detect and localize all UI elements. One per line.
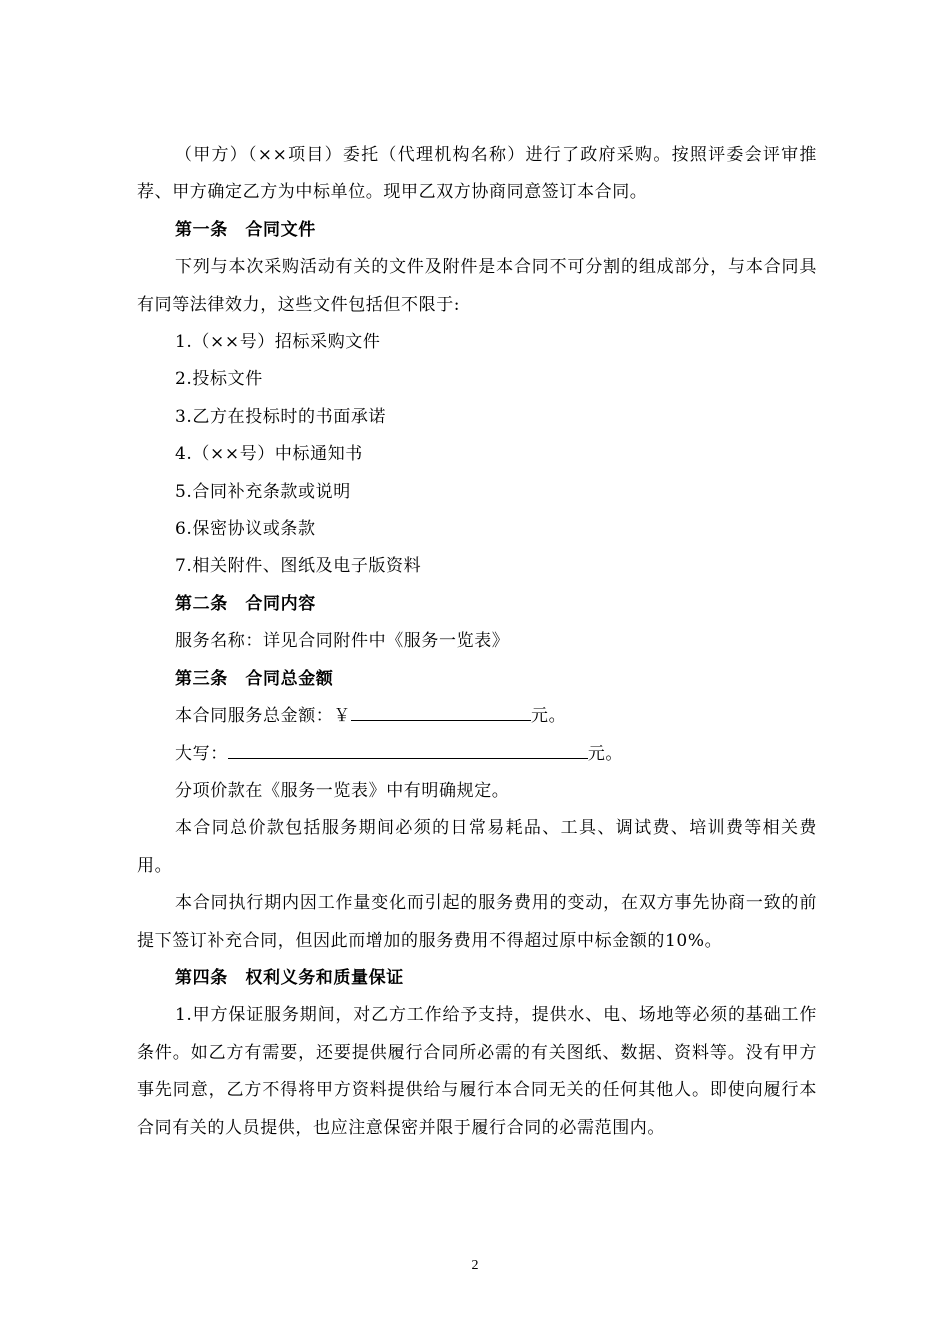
article-2-text: 服务名称：详见合同附件中《服务一览表》 xyxy=(175,631,510,652)
list-item: 4.（××号）中标通知书 xyxy=(175,444,363,465)
list-item: 1.（××号）招标采购文件 xyxy=(175,332,381,353)
article-3-p1: 分项价款在《服务一览表》中有明确规定。 xyxy=(175,780,510,801)
list-item: 3.乙方在投标时的书面承诺 xyxy=(175,406,387,427)
capital-unit: 元。 xyxy=(587,743,624,764)
list-item: 2.投标文件 xyxy=(175,369,263,390)
intro-paragraph: （甲方）（××项目）委托（代理机构名称）进行了政府采购。按照评委会评审推荐、甲方确定乙方为中标单位。现甲乙双方协商同意签订本合同。 xyxy=(137,145,817,203)
amount-label: 本合同服务总金额：￥ xyxy=(175,706,351,727)
article-3-p3: 本合同执行期内因工作量变化而引起的服务费用的变动，在双方事先协商一致的前提下签订补充合同，但因此而增加的服务费用不得超过原中标金额的10%。 xyxy=(137,893,817,951)
capital-amount-line xyxy=(137,736,817,773)
amount-line xyxy=(137,698,817,735)
amount-unit: 元。 xyxy=(531,706,567,727)
amount-blank xyxy=(351,704,531,721)
list-item: 7.相关附件、图纸及电子版资料 xyxy=(175,556,422,577)
article-3-p2: 本合同总价款包括服务期间必须的日常易耗品、工具、调试费、培训费等相关费用。 xyxy=(137,818,817,876)
list-item: 6.保密协议或条款 xyxy=(175,519,316,540)
capital-label: 大写： xyxy=(175,743,228,764)
capital-blank xyxy=(228,742,588,759)
article-3-heading: 第三条 合同总金额 xyxy=(175,668,334,689)
article-1-heading: 第一条 合同文件 xyxy=(175,219,316,240)
article-4-heading: 第四条 权利义务和质量保证 xyxy=(175,967,404,988)
page-number: 2 xyxy=(471,1258,479,1273)
document-body xyxy=(137,137,817,1147)
article-4-p1: 1.甲方保证服务期间，对乙方工作给予支持，提供水、电、场地等必须的基础工作条件。如乙方有需要，还要提供履行合同所必需的有关图纸、数据、资料等。没有甲方事先同意，乙方不得将甲方资料提供给与履行本合同无关的任何其他人。即使向履行本合同有关的人员提供，也应注意保密并限于履行合同的必需范围内。 xyxy=(137,1005,817,1138)
article-1-text: 下列与本次采购活动有关的文件及附件是本合同不可分割的组成部分，与本合同具有同等法律效力，这些文件包括但不限于: xyxy=(137,257,817,315)
list-item: 5.合同补充条款或说明 xyxy=(175,481,351,502)
article-2-heading: 第二条 合同内容 xyxy=(175,593,316,614)
